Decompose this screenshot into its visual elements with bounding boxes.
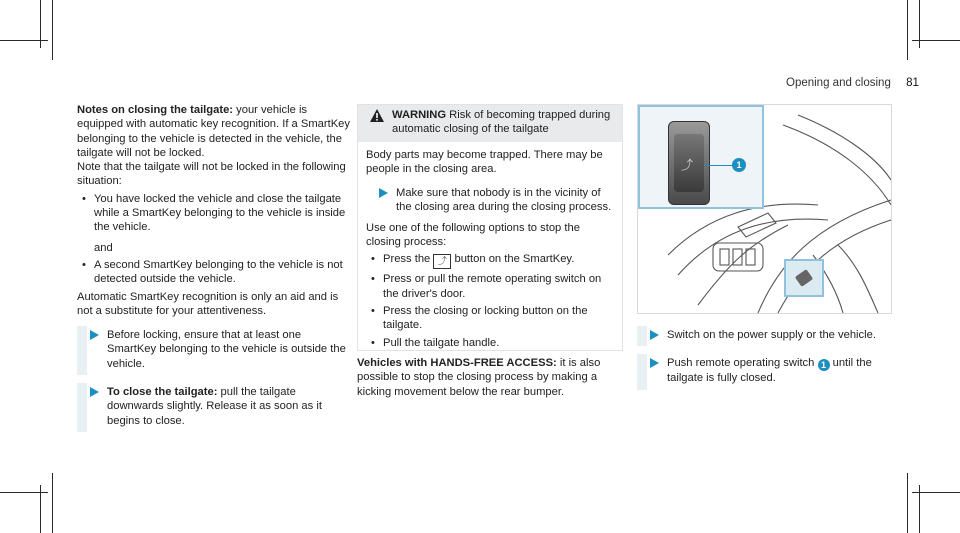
note-intro: Note that the tailgate will not be locked in the following situation: <box>77 161 346 188</box>
option-item <box>366 304 614 333</box>
bullet-item <box>77 258 352 287</box>
callout-line <box>704 165 734 166</box>
step-item <box>637 354 897 389</box>
step-text: Switch on the power supply or the vehicle. <box>667 329 876 341</box>
warning-triangle-icon <box>370 109 384 122</box>
crop-mark <box>912 40 960 41</box>
step-text: Before locking, ensure that at least one SmartKey belonging to the vehicle is outside the vehicle. <box>107 329 346 370</box>
left-column <box>77 103 352 432</box>
step-item <box>77 326 352 375</box>
options-intro: Use one of the following options to stop the closing process: <box>366 221 580 249</box>
warning-header <box>358 105 622 142</box>
step-item <box>77 383 352 432</box>
bullet-text: A second SmartKey belonging to the vehicle is not detected outside the vehicle. <box>94 258 343 286</box>
door-switch-illustration <box>637 104 892 314</box>
notes-text: your vehicle is equipped with automatic key recognition. If a SmartKey belonging to the vehicle is detected in the vehicle, the tailgate will not be locked. <box>77 104 350 159</box>
warning-body <box>358 142 622 356</box>
section-title: Opening and closing <box>786 77 891 89</box>
option-item <box>366 336 614 350</box>
right-column <box>637 318 897 390</box>
step-text-pre: Push remote operating switch <box>667 357 818 370</box>
bullet-text: You have locked the vehicle and close the tailgate while a SmartKey belonging to the vehicle is inside the vehicle. <box>94 192 346 234</box>
step-arrow-icon <box>379 188 388 198</box>
step-item <box>637 326 897 346</box>
step-title: To close the tailgate: <box>107 386 218 399</box>
option-text: Press the closing or locking button on the tailgate. <box>383 304 588 332</box>
hands-free-paragraph <box>357 356 621 399</box>
option-text: Press or pull the remote operating switch on the driver's door. <box>383 273 602 300</box>
option-item <box>366 272 614 301</box>
page-number: 81 <box>906 77 919 89</box>
warning-box <box>357 104 623 351</box>
bullet-icon: • <box>82 258 86 271</box>
notes-paragraph <box>77 103 352 160</box>
bullet-icon: • <box>371 253 375 266</box>
crop-mark <box>919 485 920 533</box>
hands-free-text: it is also possible to stop the closing process by making a kicking movement below the rear bumper. <box>357 357 601 398</box>
step-bar <box>77 383 87 432</box>
option-text-pre: Press the <box>383 253 434 266</box>
tailgate-icon: ⤴ <box>681 158 694 172</box>
warning-text: Body parts may become trapped. There may be people in the closing area. <box>366 148 603 175</box>
option-text-post: button on the SmartKey. <box>451 253 575 266</box>
callout-marker: 1 <box>732 158 746 172</box>
warning-label: WARNING <box>392 109 447 121</box>
zoom-box <box>638 105 764 209</box>
crop-mark <box>907 0 908 60</box>
bullet-icon: • <box>371 273 375 286</box>
crop-mark <box>40 485 41 533</box>
hands-free-title: Vehicles with HANDS-FREE ACCESS: <box>357 357 557 369</box>
step-bar <box>637 354 647 389</box>
bullet-icon: • <box>82 192 86 205</box>
bullet-icon: • <box>371 336 375 349</box>
and-text: and <box>94 241 113 254</box>
step-bar <box>637 326 647 346</box>
crop-mark <box>52 473 53 533</box>
highlight-box <box>784 259 824 297</box>
step-arrow-icon <box>90 387 99 397</box>
step-text: Make sure that nobody is in the vicinity of the closing area during the closing process. <box>396 187 612 214</box>
running-header <box>786 77 919 89</box>
bullet-item <box>77 192 352 235</box>
step-arrow-icon <box>90 330 99 340</box>
option-item <box>366 252 614 269</box>
notes-title: Notes on closing the tailgate: <box>77 104 234 116</box>
step-arrow-icon <box>650 358 659 368</box>
step-arrow-icon <box>650 330 659 340</box>
step-text: pull the tailgate downwards slightly. Release it as soon as it begins to close. <box>107 386 322 427</box>
warning-title: Risk of becoming trapped during automatic closing of the tailgate <box>392 109 611 136</box>
option-text: Pull the tailgate handle. <box>383 336 500 349</box>
crop-mark <box>0 40 48 41</box>
remote-switch <box>668 121 710 205</box>
step-bar <box>77 326 87 375</box>
warning-step <box>366 184 614 219</box>
bullet-icon: • <box>371 304 375 317</box>
crop-mark <box>907 473 908 533</box>
step-text-post: until the tailgate is fully closed. <box>667 357 872 385</box>
crop-mark <box>52 0 53 60</box>
callout-marker-inline: 1 <box>818 359 830 371</box>
tailgate-key-icon: ⤴ <box>433 254 451 269</box>
auto-text: Automatic SmartKey recognition is only an aid and is not a substitute for your attentiveness. <box>77 290 339 317</box>
